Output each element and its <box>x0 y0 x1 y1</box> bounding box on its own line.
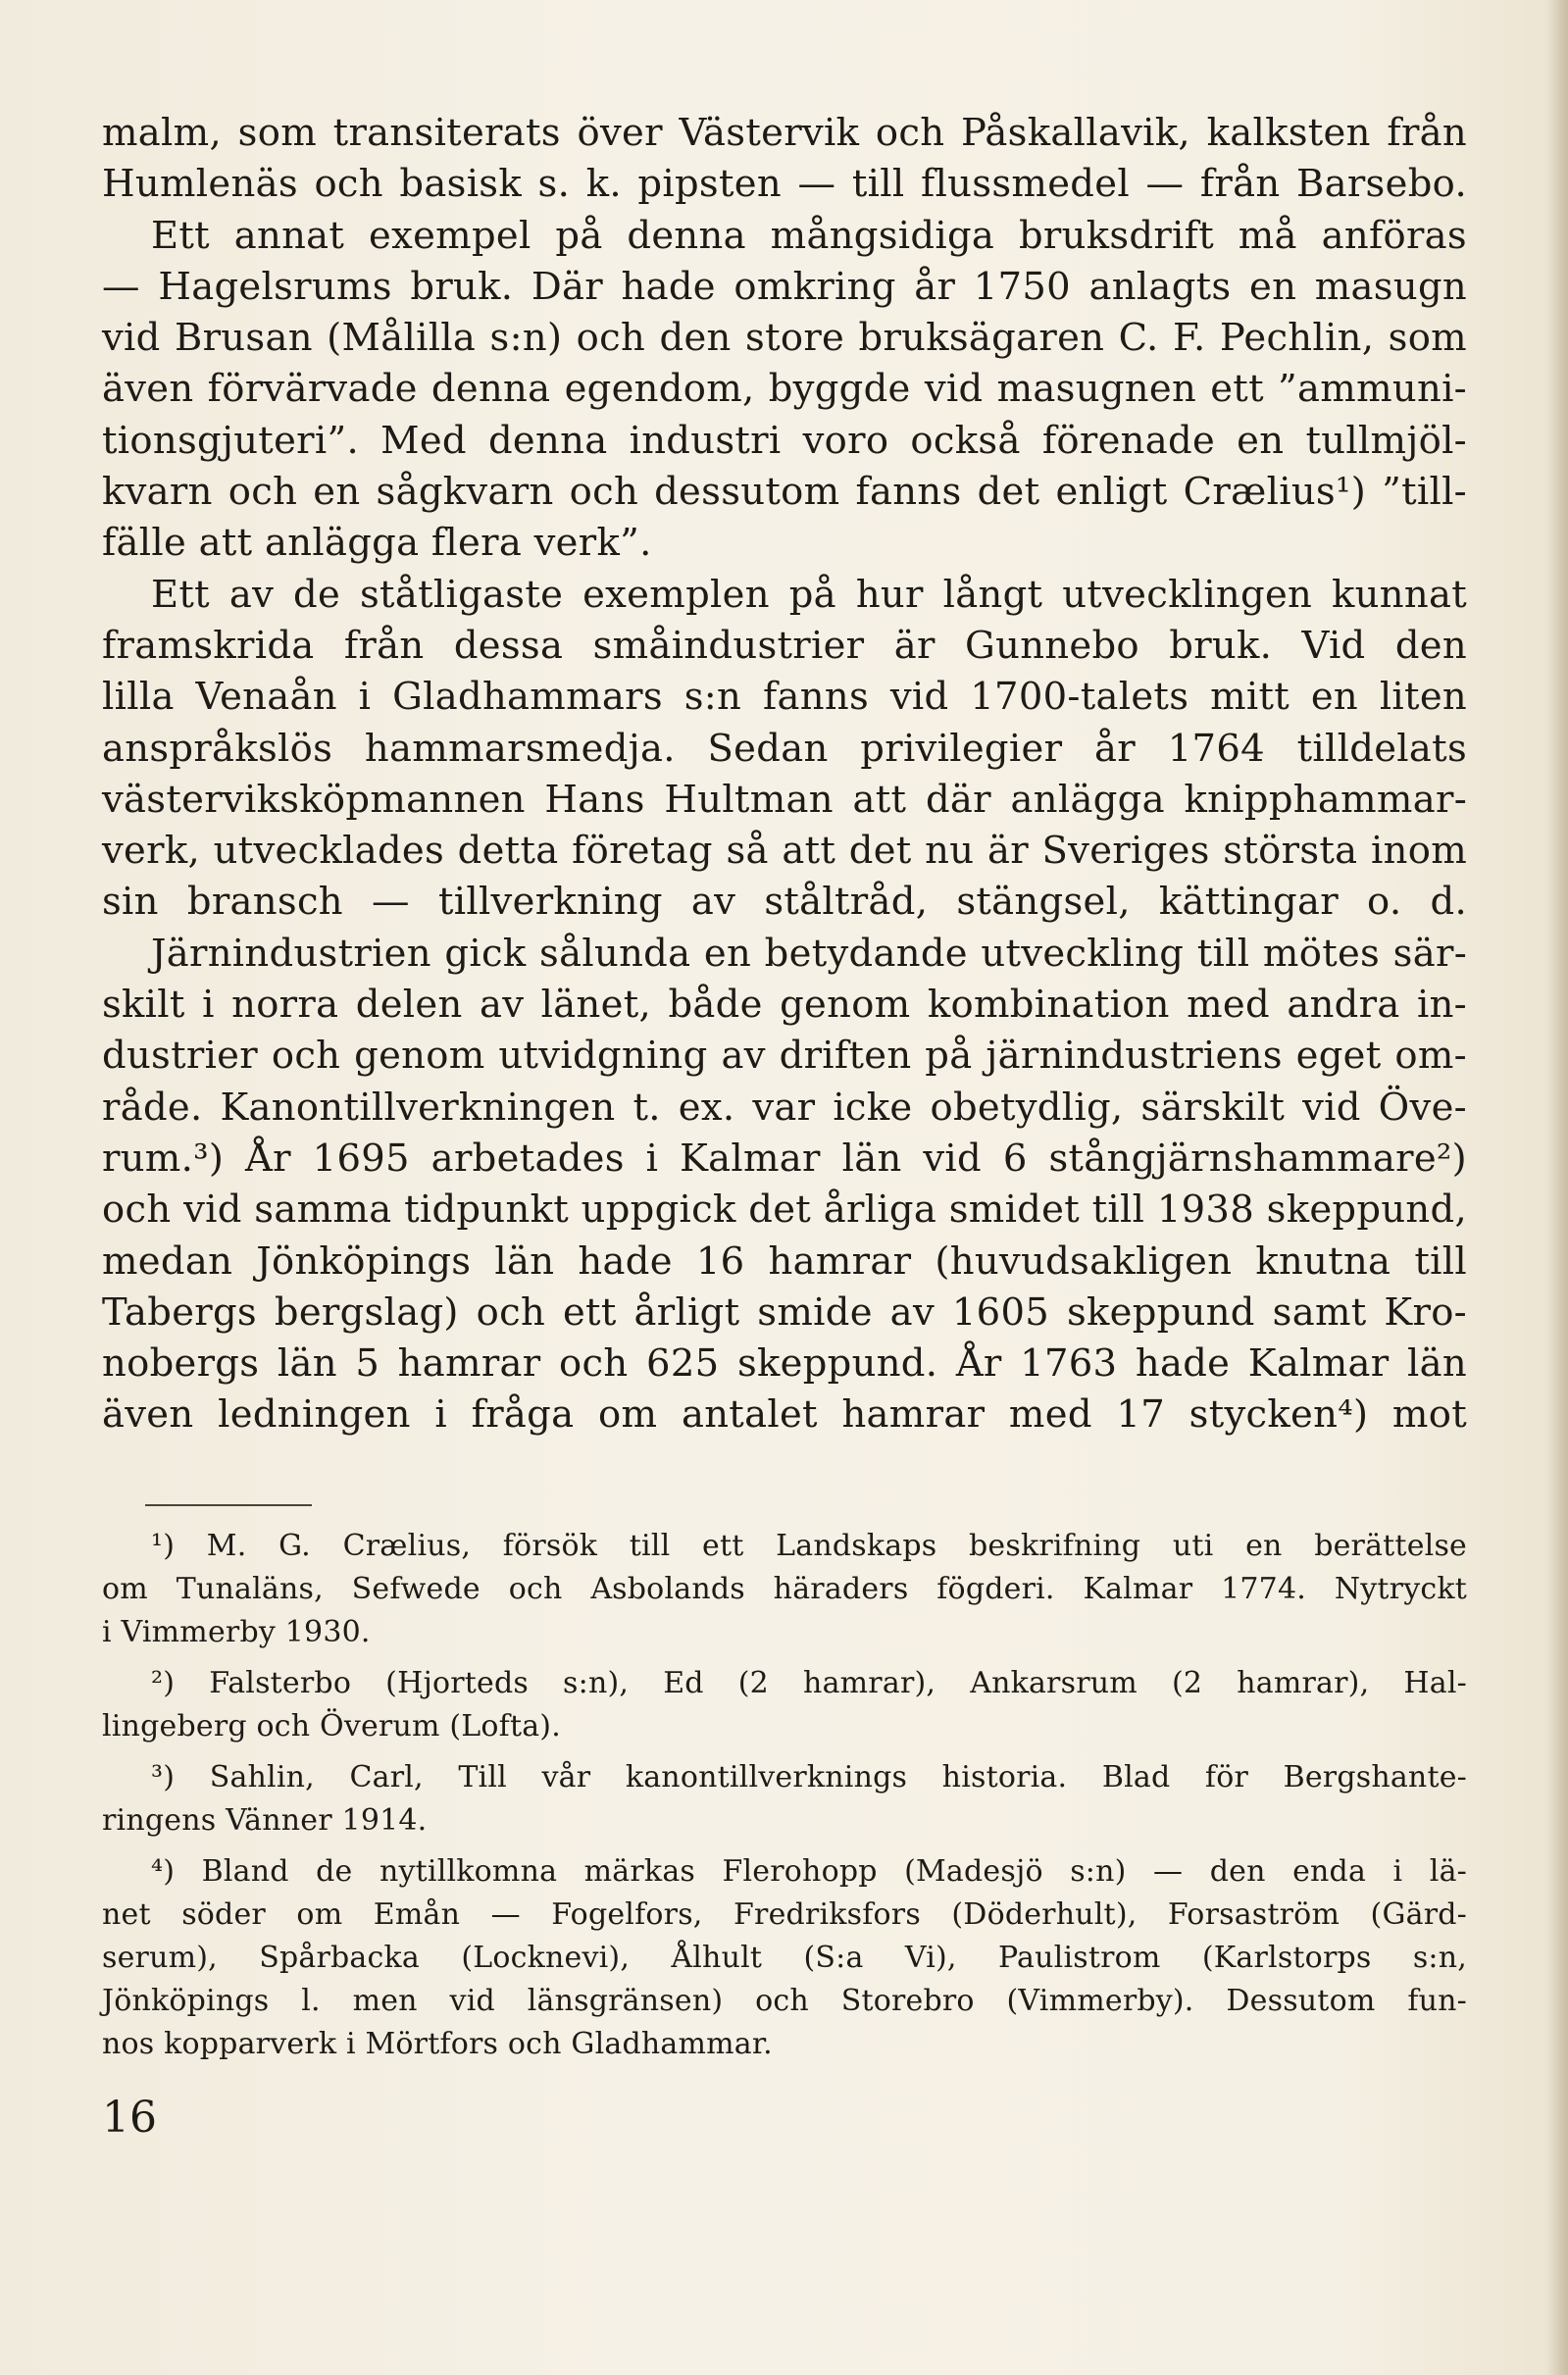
footnote-line: ⁴) Bland de nytillkomna märkas Flerohopp (Madesjö s:n) — den enda i lä- <box>151 1854 1467 1889</box>
body-line: malm, som transiterats över Västervik och Påskallavik, kalksten från <box>102 111 1467 155</box>
footnote-line: net söder om Emån — Fogelfors, Fredriksfors (Döderhult), Forsaström (Gärd- <box>102 1897 1467 1932</box>
body-line: Järnindustrien gick sålunda en betydande utveckling till mötes sär- <box>151 931 1467 976</box>
body-line: och vid samma tidpunkt uppgick det årliga smidet till 1938 skeppund, <box>102 1188 1467 1233</box>
page-number: 16 <box>102 2093 157 2143</box>
body-line: råde. Kanontillverkningen t. ex. var icke obetydlig, särskilt vid Öve- <box>102 1085 1467 1130</box>
body-line: Ett av de ståtligaste exemplen på hur långt utvecklingen kunnat <box>151 572 1467 617</box>
body-line: verk, utvecklades detta företag så att det nu är Sveriges största inom <box>102 829 1467 874</box>
footnote-line: Jönköpings l. men vid länsgränsen) och Storebro (Vimmerby). Dessutom fun- <box>102 1984 1467 2018</box>
body-line: nobergs län 5 hamrar och 625 skeppund. År 1763 hade Kalmar län <box>102 1341 1467 1387</box>
page-edge-shadow <box>1546 0 1568 2375</box>
body-line: sin bransch — tillverkning av ståltråd, stängsel, kättingar o. d. <box>102 880 1467 925</box>
body-line: dustrier och genom utvidgning av driften på järnindustriens eget om- <box>102 1034 1467 1079</box>
body-line: skilt i norra delen av länet, både genom kombination med andra in- <box>102 983 1467 1028</box>
footnotes <box>102 1525 1467 2066</box>
footnote-line: om Tunaläns, Sefwede och Asbolands häraders fögderi. Kalmar 1774. Nytryckt <box>102 1572 1467 1606</box>
footnote-line: ringens Vänner 1914. <box>102 1803 428 1838</box>
body-line: även ledningen i fråga om antalet hamrar med 17 stycken⁴) mot <box>102 1392 1467 1438</box>
body-line: Humlenäs och basisk s. k. pipsten — till flussmedel — från Barsebo. <box>102 162 1467 207</box>
body-line: anspråkslös hammarsmedja. Sedan privilegier år 1764 tilldelats <box>102 726 1467 771</box>
body-line: rum.³) År 1695 arbetades i Kalmar län vid 6 stångjärnshammare²) <box>102 1136 1467 1181</box>
footnote-line: lingeberg och Överum (Lofta). <box>102 1709 561 1743</box>
body-line: kvarn och en sågkvarn och dessutom fanns det enligt Crælius¹) ”till- <box>102 470 1467 515</box>
body-line: tionsgjuteri”. Med denna industri voro också förenade en tullmjöl- <box>102 418 1467 463</box>
body-line: framskrida från dessa småindustrier är Gunnebo bruk. Vid den <box>102 623 1467 668</box>
body-line: vid Brusan (Målilla s:n) och den store bruksägaren C. F. Pechlin, som <box>102 316 1467 361</box>
body-line: medan Jönköpings län hade 16 hamrar (huvudsakligen knutna till <box>102 1238 1467 1284</box>
footnote-line: serum), Spårbacka (Locknevi), Ålhult (S:a Vi), Paulistrom (Karlstorps s:n, <box>102 1941 1467 1975</box>
footnote-line: i Vimmerby 1930. <box>102 1615 371 1649</box>
body-line: — Hagelsrums bruk. Där hade omkring år 1750 anlagts en masugn <box>102 264 1467 309</box>
body-line: västerviksköpmannen Hans Hultman att där anlägga knipphammar- <box>102 777 1467 822</box>
body-line: lilla Venaån i Gladhammars s:n fanns vid 1700-talets mitt en liten <box>102 675 1467 720</box>
body-text <box>102 108 1467 1441</box>
footnote-line: ³) Sahlin, Carl, Till vår kanontillverknings historia. Blad för Bergshante- <box>151 1760 1467 1794</box>
footnote-separator <box>145 1504 312 1506</box>
body-line: fälle att anlägga flera verk”. <box>102 521 652 566</box>
body-line: även förvärvade denna egendom, byggde vid masugnen ett ”ammuni- <box>102 367 1467 412</box>
footnote-line: nos kopparverk i Mörtfors och Gladhammar. <box>102 2027 773 2061</box>
body-line: Ett annat exempel på denna mångsidiga bruksdrift må anföras <box>151 213 1467 258</box>
body-line: Tabergs bergslag) och ett årligt smide av 1605 skeppund samt Kro- <box>102 1289 1467 1335</box>
footnote-line: ²) Falsterbo (Hjorteds s:n), Ed (2 hamrar), Ankarsrum (2 hamrar), Hal- <box>151 1666 1467 1700</box>
footnote-line: ¹) M. G. Crælius, försök till ett Landskaps beskrifning uti en berättelse <box>151 1529 1467 1563</box>
